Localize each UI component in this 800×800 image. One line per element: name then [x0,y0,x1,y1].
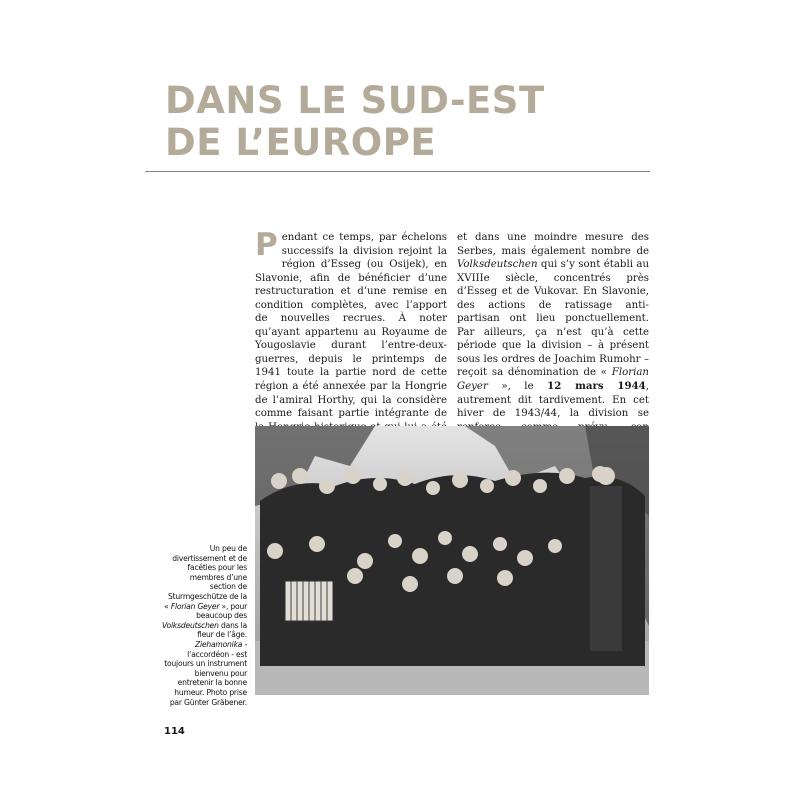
body-text: », le [487,381,548,393]
caption-text-italic: Florian Geyer [170,601,220,611]
body-text-italic: Volksdeutschen [457,259,538,271]
section-heading-line-2: DE L’EUROPE [165,121,437,164]
caption-text: - l’accordéon - est toujours un instrument bienvenu pour entretenir la bonne humeur. Photo prise par Günter Gräbener. [164,639,247,707]
body-text: endant ce temps, par échelons successifs la division rejoint la région d’Esseg (ou Osijek), en Slavonie, afin de bénéficier d’une restructuration et d’une remise en condition complètes, avec l’apport de nouvelles recrues. À noter qu’ayant appartenu au Royaume de Yougoslavie durant l’entre-deux-guerres, depuis le printemps de 1941 toute la partie nord de cette région a été annexée par la Hongrie de l’amiral Horthy, qui la considère comme faisant partie intégrante de [255,232,447,420]
photo-caption [162,544,247,707]
caption-text: », pour beaucoup des [196,601,247,621]
body-text: , autrement dit tardivement. En cet hiver de 1943/44, la division se [457,381,649,420]
section-heading [165,80,625,164]
body-text: et dans une moindre mesure des Serbes, mais également nombre de [457,232,649,257]
group-photo [255,426,649,695]
body-text: qui s’y sont établi au XVIIIe siècle, concentrés près d’Esseg et de Vukovar. En Slavonie, des actions de ratissage anti-partisan ont lieu ponctuellement. Par ailleurs, ça n’est qu’à cette période que la division – à présent sous les ordres de Joachim Rumohr – reçoit sa dénomination de « [457,259,649,379]
group-photo-image [255,426,649,695]
section-heading-line-1: DANS LE SUD-EST [165,79,545,122]
caption-text-italic: Volksdeutschen [162,620,219,630]
body-text-bold-date: 12 mars 1944 [547,380,646,393]
page-number: 114 [164,726,185,737]
drop-cap: P [255,227,278,263]
heading-rule [145,171,650,172]
caption-text: dans la fleur de l’âge. [197,620,248,640]
caption-text: Un peu de divertissement et de facéties pour les membres d’une section de Sturmgeschütze de la « [164,544,247,611]
body-text-italic: Florian Geyer [457,367,649,393]
caption-text-italic: Ziehamonika [194,639,243,649]
